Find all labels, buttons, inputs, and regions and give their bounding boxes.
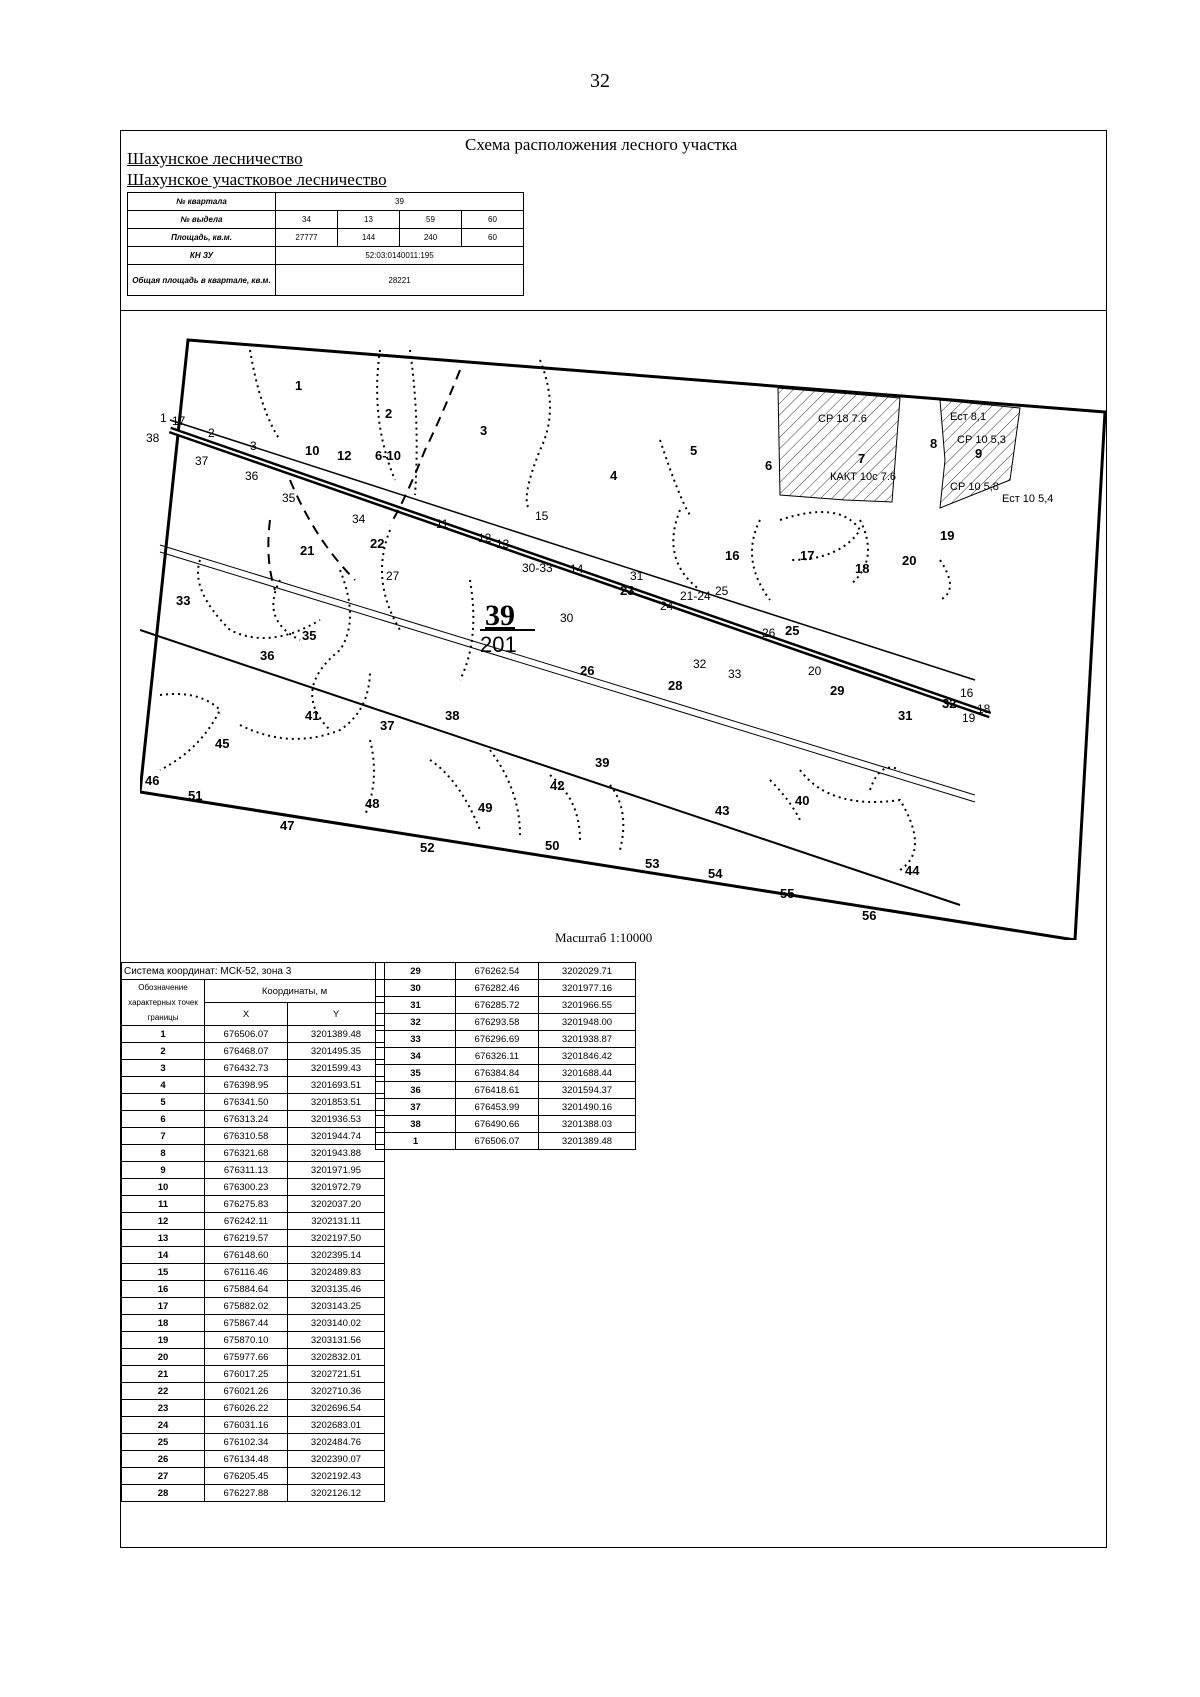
- point-id: 16: [122, 1281, 205, 1298]
- forest-map: [140, 330, 1110, 940]
- boundary-point-label: 30: [560, 611, 574, 625]
- point-id: 1: [376, 1133, 456, 1150]
- coord-row: [122, 1094, 385, 1111]
- coord-x: 676296.69: [456, 1031, 539, 1048]
- cadastral-label: КН ЗУ: [128, 247, 276, 265]
- stand-label: 7: [858, 451, 866, 466]
- quarter-label: № квартала: [128, 193, 276, 211]
- coord-y: 3201389.48: [539, 1133, 636, 1150]
- coord-row: [122, 1468, 385, 1485]
- point-id: 3: [122, 1060, 205, 1077]
- stand-label: 38: [445, 708, 460, 723]
- coord-x: 676227.88: [205, 1485, 288, 1502]
- boundary-point-label: 3: [250, 439, 257, 453]
- point-id: 14: [122, 1247, 205, 1264]
- boundary-point-label: 12: [478, 531, 492, 545]
- coord-row: [122, 1026, 385, 1043]
- boundary-point-label: 32: [693, 657, 707, 671]
- subplot-formula: Ест 10 5,4: [1002, 493, 1054, 505]
- coord-y: 3201490.16: [539, 1099, 636, 1116]
- coord-y: 3201599.43: [288, 1060, 385, 1077]
- stand-label: 37: [380, 718, 395, 733]
- coord-x: 676148.60: [205, 1247, 288, 1264]
- coord-x: 675884.64: [205, 1281, 288, 1298]
- coord-y: 3202832.01: [288, 1349, 385, 1366]
- coord-y: 3202710.36: [288, 1383, 385, 1400]
- coord-y: 3202029.71: [539, 963, 636, 980]
- stand-label: 2: [385, 406, 393, 421]
- boundary-point-label: 15: [535, 509, 549, 523]
- coord-y: 3203143.25: [288, 1298, 385, 1315]
- quarter-number: 39: [485, 599, 515, 632]
- col-coords-header: Координаты, м: [205, 980, 385, 1003]
- point-id: 11: [122, 1196, 205, 1213]
- point-id: 26: [122, 1451, 205, 1468]
- coord-row: [122, 1230, 385, 1247]
- coord-y: 3201977.16: [539, 980, 636, 997]
- page-number: 32: [590, 70, 610, 92]
- coord-x: 676293.58: [456, 1014, 539, 1031]
- coord-x: 675867.44: [205, 1315, 288, 1332]
- coord-y: 3202489.83: [288, 1264, 385, 1281]
- stand-label: 54: [708, 866, 723, 881]
- coord-y: 3203140.02: [288, 1315, 385, 1332]
- stand-label: 6: [765, 458, 773, 473]
- stand-label: 32: [942, 696, 957, 711]
- stand-label: 45: [215, 736, 230, 751]
- stand-label: 6-10: [375, 448, 402, 463]
- boundary-point-label: 31: [630, 569, 644, 583]
- schema-title: Схема расположения лесного участка: [465, 135, 738, 154]
- stand-label: 31: [898, 708, 913, 723]
- coord-x: 676300.23: [205, 1179, 288, 1196]
- quarter-value: 39: [276, 193, 524, 211]
- point-id: 25: [122, 1434, 205, 1451]
- coord-y: 3201594.37: [539, 1082, 636, 1099]
- coord-row: [122, 1264, 385, 1281]
- point-id: 21: [122, 1366, 205, 1383]
- subplot-label: № выдела: [128, 211, 276, 229]
- point-id: 37: [376, 1099, 456, 1116]
- stand-label: 49: [478, 800, 493, 815]
- coord-x: 676116.46: [205, 1264, 288, 1281]
- stand-label: 42: [550, 778, 565, 793]
- coord-row: [122, 1077, 385, 1094]
- coord-row: [122, 1298, 385, 1315]
- coord-x: 676506.07: [456, 1133, 539, 1150]
- coord-x: 676453.99: [456, 1099, 539, 1116]
- stand-label: 12: [337, 448, 352, 463]
- point-id: 20: [122, 1349, 205, 1366]
- stand-label: 47: [280, 818, 295, 833]
- coord-row: [122, 1485, 385, 1502]
- point-id: 19: [122, 1332, 205, 1349]
- coord-x: 676021.26: [205, 1383, 288, 1400]
- coord-x: 676134.48: [205, 1451, 288, 1468]
- coord-y: 3202484.76: [288, 1434, 385, 1451]
- subplot-formula: СР 10 5,3: [957, 434, 1006, 446]
- coord-y: 3201853.51: [288, 1094, 385, 1111]
- coord-x: 676262.54: [456, 963, 539, 980]
- boundary-point-label: 30-33: [522, 561, 553, 575]
- forest-map-drawing: [140, 330, 1110, 940]
- coord-row: [122, 1434, 385, 1451]
- subplot-formula: КАКТ 10с 7.6: [830, 471, 897, 483]
- coord-x: 676282.46: [456, 980, 539, 997]
- stand-label: 18: [855, 561, 870, 576]
- coord-y: 3202390.07: [288, 1451, 385, 1468]
- coord-x: 676326.11: [456, 1048, 539, 1065]
- boundary-point-label: 34: [352, 512, 366, 526]
- coord-y: 3201936.53: [288, 1111, 385, 1128]
- coord-row: [122, 1196, 385, 1213]
- stand-label: 43: [715, 803, 730, 818]
- coord-row: [122, 1332, 385, 1349]
- boundary-point-label: 35: [282, 491, 296, 505]
- coord-y: 3202037.20: [288, 1196, 385, 1213]
- stand-label: 8: [930, 436, 938, 451]
- coord-x: 675882.02: [205, 1298, 288, 1315]
- point-id: 17: [122, 1298, 205, 1315]
- coord-x: 676490.66: [456, 1116, 539, 1133]
- coord-y: 3203131.56: [288, 1332, 385, 1349]
- coord-row: [122, 1145, 385, 1162]
- boundary-point-label: 19: [962, 711, 976, 725]
- stand-label: 23: [620, 583, 635, 598]
- point-id: 35: [376, 1065, 456, 1082]
- boundary-point-label: 21-24: [680, 589, 711, 603]
- coord-y: 3201972.79: [288, 1179, 385, 1196]
- point-id: 38: [376, 1116, 456, 1133]
- coord-row: [122, 1281, 385, 1298]
- subplot-formula: СР 18 7.6: [818, 413, 867, 425]
- stand-label: 40: [795, 793, 810, 808]
- point-id: 23: [122, 1400, 205, 1417]
- coord-x: 676017.25: [205, 1366, 288, 1383]
- coordinates-table-left: [121, 962, 385, 1502]
- coord-x: 675977.66: [205, 1349, 288, 1366]
- coord-y: 3202197.50: [288, 1230, 385, 1247]
- boundary-point-label: 25: [715, 584, 729, 598]
- coord-y: 3201948.00: [539, 1014, 636, 1031]
- coord-y: 3201846.42: [539, 1048, 636, 1065]
- cadastral-value: 52:03:0140011:195: [276, 247, 524, 265]
- area-cell: 240: [400, 229, 462, 247]
- stand-label: 52: [420, 840, 435, 855]
- total-area-label: Общая площадь в квартале, кв.м.: [128, 265, 276, 296]
- coord-row: [122, 1451, 385, 1468]
- coord-row: [122, 1111, 385, 1128]
- point-id: 9: [122, 1162, 205, 1179]
- coord-y: 3202721.51: [288, 1366, 385, 1383]
- coord-y: 3201943.88: [288, 1145, 385, 1162]
- stand-label: 48: [365, 796, 380, 811]
- coord-x: 676205.45: [205, 1468, 288, 1485]
- coord-row: [376, 1048, 636, 1065]
- coord-row: [122, 1366, 385, 1383]
- stand-label: 50: [545, 838, 560, 853]
- point-id: 22: [122, 1383, 205, 1400]
- coord-y: 3201693.51: [288, 1077, 385, 1094]
- coord-row: [122, 1417, 385, 1434]
- boundary-point-label: 38: [146, 431, 160, 445]
- stand-label: 35: [302, 628, 317, 643]
- coord-x: 676311.13: [205, 1162, 288, 1179]
- subplot-cell: 59: [400, 211, 462, 229]
- map-scale: Масштаб 1:10000: [555, 930, 653, 945]
- point-id: 8: [122, 1145, 205, 1162]
- stand-label: 10: [305, 443, 320, 458]
- coord-x: 676341.50: [205, 1094, 288, 1111]
- stand-label: 3: [480, 423, 488, 438]
- point-id: 24: [122, 1417, 205, 1434]
- point-id: 5: [122, 1094, 205, 1111]
- point-id: 33: [376, 1031, 456, 1048]
- area-label: Площадь, кв.м.: [128, 229, 276, 247]
- point-id: 36: [376, 1082, 456, 1099]
- boundary-point-label: 11: [436, 517, 449, 531]
- coord-y: 3201938.87: [539, 1031, 636, 1048]
- stand-label: 1: [295, 378, 303, 393]
- point-id: 30: [376, 980, 456, 997]
- coord-x: 675870.10: [205, 1332, 288, 1349]
- coord-x: 676321.68: [205, 1145, 288, 1162]
- coord-x: 676468.07: [205, 1043, 288, 1060]
- stand-label: 21: [300, 543, 315, 558]
- coord-row: [376, 980, 636, 997]
- coord-y: 3202395.14: [288, 1247, 385, 1264]
- coord-row: [122, 1162, 385, 1179]
- coord-row: [122, 1060, 385, 1077]
- coord-x: 676242.11: [205, 1213, 288, 1230]
- coord-x: 676418.61: [456, 1082, 539, 1099]
- coord-y: 3202696.54: [288, 1400, 385, 1417]
- point-id: 7: [122, 1128, 205, 1145]
- coord-row: [376, 997, 636, 1014]
- coord-x: 676285.72: [456, 997, 539, 1014]
- subplot-cell: 13: [338, 211, 400, 229]
- point-id: 1: [122, 1026, 205, 1043]
- point-id: 32: [376, 1014, 456, 1031]
- boundary-point-label: 2: [208, 426, 215, 440]
- boundary-point-label: 33: [728, 667, 742, 681]
- boundary-point-label: 26: [762, 626, 776, 640]
- stand-label: 51: [188, 788, 203, 803]
- point-id: 12: [122, 1213, 205, 1230]
- boundary-point-label: 18: [977, 702, 991, 716]
- stand-label: 20: [902, 553, 917, 568]
- stand-label: 55: [780, 886, 795, 901]
- stand-label: 29: [830, 683, 845, 698]
- quarter-area: 201: [480, 632, 517, 657]
- coord-row: [376, 1014, 636, 1031]
- col-x-header: X: [205, 1003, 288, 1026]
- forestry-name: Шахунское лесничество: [127, 149, 303, 168]
- coord-x: 676398.95: [205, 1077, 288, 1094]
- boundary-point-label: 13: [496, 537, 510, 551]
- stand-label: 33: [176, 593, 191, 608]
- coord-row: [122, 1383, 385, 1400]
- boundary-point-label: 36: [245, 469, 259, 483]
- coord-y: 3201944.74: [288, 1128, 385, 1145]
- subplot-formula: СР 10 5,8: [950, 481, 999, 493]
- header-divider: [120, 310, 1107, 311]
- stand-label: 46: [145, 773, 160, 788]
- col-point-header: Обозначение характерных точек границы: [122, 980, 205, 1026]
- total-area-value: 28221: [276, 265, 524, 296]
- point-id: 18: [122, 1315, 205, 1332]
- stand-label: 16: [725, 548, 740, 563]
- coord-y: 3201971.95: [288, 1162, 385, 1179]
- coord-row: [122, 1315, 385, 1332]
- point-id: 10: [122, 1179, 205, 1196]
- coord-row: [376, 1099, 636, 1116]
- coord-x: 676506.07: [205, 1026, 288, 1043]
- point-id: 15: [122, 1264, 205, 1281]
- point-id: 31: [376, 997, 456, 1014]
- boundary-point-label: 37: [195, 454, 209, 468]
- stand-label: 53: [645, 856, 660, 871]
- coord-x: 676031.16: [205, 1417, 288, 1434]
- coord-row: [376, 963, 636, 980]
- coord-y: 3201389.48: [288, 1026, 385, 1043]
- point-id: 13: [122, 1230, 205, 1247]
- boundary-point-label: 24: [660, 599, 674, 613]
- stand-label: 36: [260, 648, 275, 663]
- coord-row: [122, 1247, 385, 1264]
- coord-y: 3201495.35: [288, 1043, 385, 1060]
- coord-y: 3202126.12: [288, 1485, 385, 1502]
- point-id: 34: [376, 1048, 456, 1065]
- coord-y: 3201388.03: [539, 1116, 636, 1133]
- coord-y: 3203135.46: [288, 1281, 385, 1298]
- stand-label: 4: [610, 468, 618, 483]
- boundary-point-label: 17: [172, 414, 186, 428]
- subplot-cell: 60: [462, 211, 524, 229]
- stand-label: 44: [905, 863, 920, 878]
- coord-y: 3201688.44: [539, 1065, 636, 1082]
- coord-row: [122, 1179, 385, 1196]
- coord-system: Система координат: МСК-52, зона 3: [122, 963, 385, 980]
- stand-label: 5: [690, 443, 698, 458]
- coord-row: [122, 1213, 385, 1230]
- point-id: 2: [122, 1043, 205, 1060]
- coord-x: 676275.83: [205, 1196, 288, 1213]
- coord-y: 3201966.55: [539, 997, 636, 1014]
- point-id: 28: [122, 1485, 205, 1502]
- coord-row: [376, 1082, 636, 1099]
- stand-label: 22: [370, 536, 385, 551]
- area-cell: 27777: [276, 229, 338, 247]
- coord-y: 3202131.11: [288, 1213, 385, 1230]
- point-id: 6: [122, 1111, 205, 1128]
- point-id: 29: [376, 963, 456, 980]
- stand-label: 19: [940, 528, 955, 543]
- forestry-header: [127, 148, 387, 190]
- stand-label: 28: [668, 678, 683, 693]
- district-forestry-name: Шахунское участковое лесничество: [127, 170, 387, 189]
- coord-x: 676026.22: [205, 1400, 288, 1417]
- coordinates-table-right: [375, 962, 636, 1150]
- stand-label: 26: [580, 663, 595, 678]
- stand-label: 25: [785, 623, 800, 638]
- coord-x: 676384.84: [456, 1065, 539, 1082]
- coord-x: 676432.73: [205, 1060, 288, 1077]
- coord-row: [376, 1133, 636, 1150]
- subplot-formula: Ест 8,1: [950, 411, 987, 423]
- coord-row: [122, 1349, 385, 1366]
- stand-label: 39: [595, 755, 610, 770]
- coord-x: 676102.34: [205, 1434, 288, 1451]
- coord-y: 3202683.01: [288, 1417, 385, 1434]
- coord-x: 676219.57: [205, 1230, 288, 1247]
- boundary-point-label: 14: [570, 562, 584, 576]
- stand-label: 17: [800, 548, 815, 563]
- coord-row: [122, 1128, 385, 1145]
- coord-row: [376, 1031, 636, 1048]
- col-y-header: Y: [288, 1003, 385, 1026]
- boundary-point-label: 27: [386, 569, 400, 583]
- boundary-point-label: 20: [808, 664, 822, 678]
- coord-y: 3202192.43: [288, 1468, 385, 1485]
- coord-row: [122, 1400, 385, 1417]
- subplot-cell: 34: [276, 211, 338, 229]
- parcel-table: [127, 192, 524, 296]
- coord-row: [376, 1116, 636, 1133]
- stand-label: 9: [975, 446, 983, 461]
- boundary-point-label: 16: [960, 686, 974, 700]
- point-id: 4: [122, 1077, 205, 1094]
- boundary-point-label: 1: [160, 411, 167, 425]
- area-cell: 144: [338, 229, 400, 247]
- forest-track: [290, 480, 355, 580]
- point-id: 27: [122, 1468, 205, 1485]
- coord-x: 676310.58: [205, 1128, 288, 1145]
- stand-label: 56: [862, 908, 877, 923]
- coord-x: 676313.24: [205, 1111, 288, 1128]
- coord-row: [122, 1043, 385, 1060]
- coord-row: [376, 1065, 636, 1082]
- hatched-subplot: [778, 388, 900, 502]
- area-cell: 60: [462, 229, 524, 247]
- stand-label: 41: [305, 708, 320, 723]
